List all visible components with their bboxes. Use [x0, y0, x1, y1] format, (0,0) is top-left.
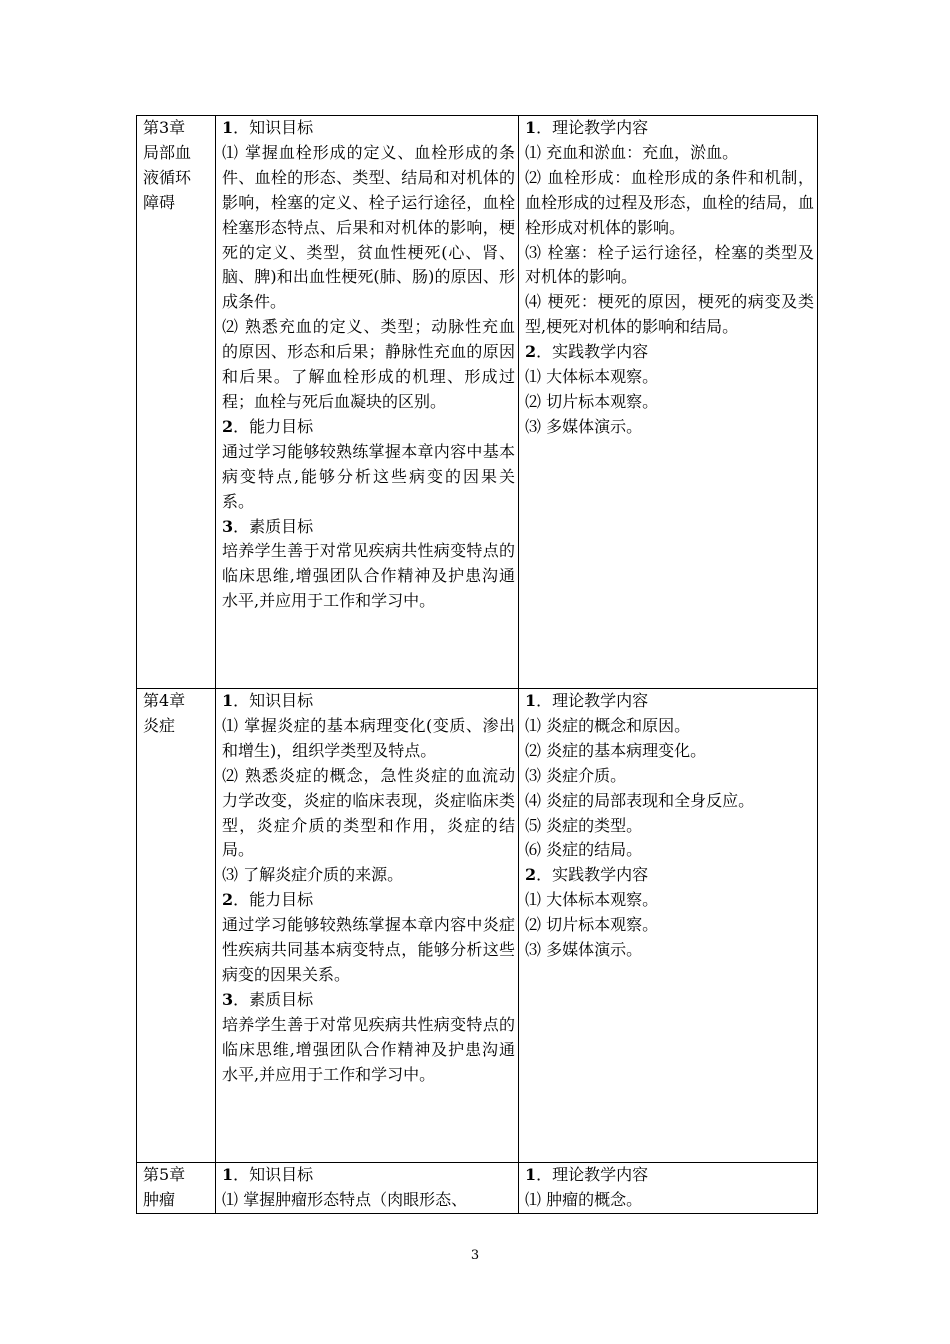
section-title: 理论教学内容 [552, 118, 649, 137]
paragraph: 通过学习能够较熟练掌握本章内容中基本病变特点,能够分析这些病变的因果关系。 [222, 441, 515, 511]
section-number: 1 [525, 118, 537, 137]
section-number: 2 [222, 416, 234, 436]
page-number: 3 [470, 1248, 480, 1263]
section-number: 1 [222, 118, 234, 137]
section-title: 素质目标 [249, 989, 314, 1009]
paragraph: ⑷ 梗死：梗死的原因，梗死的病变及类型,梗死对机体的影响和结局。 [525, 292, 814, 337]
paragraph: ⑴ 充血和淤血：充血，淤血。 [525, 142, 739, 162]
paragraph: ⑴ 掌握血栓形成的定义、血栓形成的条件、血栓的形态、类型、结局和对机体的影响，栓塞的定义、栓子运行途径，血栓栓塞形态特点、后果和对机体的影响，梗死的定义、类型，贫血性梗死(心、肾、脑、脾)和出血性梗死(肺、肠)的原因、形成条件。 [222, 142, 515, 312]
section-heading: 1．知识目标 [222, 1165, 314, 1184]
section-number: 1 [525, 691, 537, 710]
section-heading: 3．素质目标 [222, 516, 314, 536]
section-number: 1 [222, 1165, 234, 1184]
section-title: 知识目标 [249, 118, 314, 137]
section-heading: 2．能力目标 [222, 890, 314, 910]
paragraph: ⑵ 炎症的基本病理变化。 [525, 740, 707, 760]
section-number: 3 [222, 516, 234, 536]
table-row [137, 689, 818, 1163]
section-heading: 2．实践教学内容 [525, 865, 649, 885]
syllabus-table [136, 115, 818, 1214]
paragraph: ⑸ 炎症的类型。 [525, 815, 643, 835]
section-heading: 1．理论教学内容 [525, 691, 649, 710]
section-heading: 2．实践教学内容 [525, 342, 649, 362]
paragraph: ⑶ 多媒体演示。 [525, 416, 643, 436]
paragraph: ⑹ 炎症的结局。 [525, 840, 643, 860]
section-heading: 1．知识目标 [222, 691, 314, 710]
section-heading: 3．素质目标 [222, 989, 314, 1009]
section-title: 知识目标 [249, 691, 314, 710]
content-cell [519, 689, 818, 1163]
paragraph: ⑶ 了解炎症介质的来源。 [222, 865, 404, 885]
paragraph: ⑴ 大体标本观察。 [525, 890, 659, 910]
section-title: 素质目标 [249, 516, 314, 536]
paragraph: ⑵ 熟悉炎症的概念，急性炎症的血流动力学改变，炎症的临床表现，炎症临床类型，炎症介质的类型和作用，炎症的结局。 [222, 765, 515, 860]
paragraph: 培养学生善于对常见疾病共性病变特点的临床思维,增强团队合作精神及护患沟通水平,并应用于工作和学习中。 [222, 541, 515, 611]
section-title: 能力目标 [249, 416, 314, 436]
table-row [137, 1163, 818, 1214]
paragraph: ⑴ 肿瘤的概念。 [525, 1189, 643, 1209]
content-cell [519, 1163, 818, 1214]
objectives-cell [216, 116, 519, 689]
section-title: 能力目标 [249, 890, 314, 910]
paragraph: ⑵ 切片标本观察。 [525, 915, 659, 935]
objectives-cell [216, 1163, 519, 1214]
section-heading: 1．理论教学内容 [525, 118, 649, 137]
chapter-cell: 第5章 肿瘤 [137, 1163, 216, 1214]
section-heading: 1．理论教学内容 [525, 1165, 649, 1184]
section-title: 理论教学内容 [552, 1165, 649, 1184]
paragraph: 通过学习能够较熟练掌握本章内容中炎症性疾病共同基本病变特点，能够分析这些病变的因果关系。 [222, 915, 515, 984]
paragraph: ⑶ 多媒体演示。 [525, 940, 643, 960]
section-heading: 2．能力目标 [222, 416, 314, 436]
paragraph: ⑴ 大体标本观察。 [525, 367, 659, 387]
section-title: 理论教学内容 [552, 691, 649, 710]
section-title: 实践教学内容 [552, 865, 649, 885]
chapter-cell: 第3章 局部血 液循环 障碍 [137, 116, 216, 689]
syllabus-table-body [137, 116, 818, 1214]
paragraph: ⑷ 炎症的局部表现和全身反应。 [525, 790, 755, 810]
section-number: 3 [222, 989, 234, 1009]
section-number: 1 [222, 691, 234, 710]
section-number: 2 [525, 865, 537, 885]
paragraph: ⑴ 掌握炎症的基本病理变化(变质、渗出和增生)，组织学类型及特点。 [222, 715, 515, 760]
section-number: 1 [525, 1165, 537, 1184]
paragraph: ⑵ 血栓形成：血栓形成的条件和机制，血栓形成的过程及形态，血栓的结局，血栓形成对机体的影响。 [525, 167, 814, 237]
content-cell [519, 116, 818, 689]
paragraph: ⑶ 炎症介质。 [525, 765, 627, 785]
section-number: 2 [525, 342, 537, 362]
chapter-cell: 第4章 炎症 [137, 689, 216, 1163]
paragraph: ⑵ 熟悉充血的定义、类型；动脉性充血的原因、形态和后果；静脉性充血的原因和后果。了解血栓形成的机理、形成过程；血栓与死后血凝块的区别。 [222, 317, 515, 411]
objectives-cell [216, 689, 519, 1163]
paragraph: 培养学生善于对常见疾病共性病变特点的临床思维,增强团队合作精神及护患沟通水平,并应用于工作和学习中。 [222, 1014, 515, 1084]
paragraph: ⑴ 掌握肿瘤形态特点（肉眼形态、 [222, 1189, 468, 1209]
section-title: 实践教学内容 [552, 342, 649, 362]
section-title: 知识目标 [249, 1165, 314, 1184]
section-heading: 1．知识目标 [222, 118, 314, 137]
section-number: 2 [222, 890, 234, 910]
paragraph: ⑴ 炎症的概念和原因。 [525, 715, 691, 735]
paragraph: ⑵ 切片标本观察。 [525, 391, 659, 411]
table-row [137, 116, 818, 689]
paragraph: ⑶ 栓塞：栓子运行途径，栓塞的类型及对机体的影响。 [525, 242, 814, 287]
